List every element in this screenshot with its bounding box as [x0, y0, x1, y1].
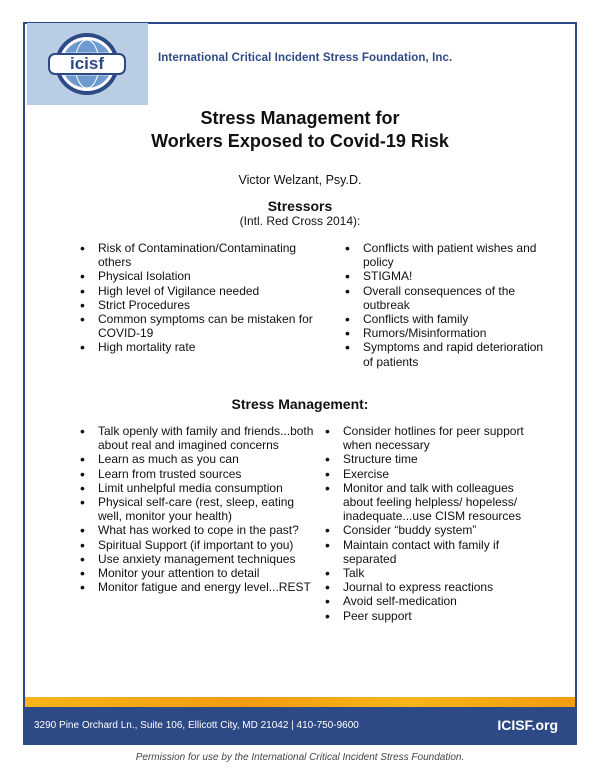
list-item: • Talk: [325, 566, 540, 580]
list-item: • Consider “buddy system”: [325, 523, 540, 537]
list-item: • Monitor fatigue and energy level...REST: [80, 580, 320, 594]
list-item: • Risk of Contamination/Contaminating others: [80, 241, 320, 269]
stress-management-heading: Stress Management:: [231, 396, 369, 412]
list-item: • Strict Procedures: [80, 298, 320, 312]
logo-tab: [27, 23, 148, 105]
org-name: International Critical Incident Stress Foundation, Inc.: [158, 52, 453, 64]
list-item: • Avoid self-medication: [325, 594, 540, 608]
list-item: • Spiritual Support (if important to you): [80, 538, 320, 552]
stress-management-left-list: [80, 424, 320, 594]
list-item: • Monitor and talk with colleagues about feeling helpless/ hopeless/ inadequate...use CISM resources: [325, 481, 540, 524]
list-item: • Talk openly with family and friends...both about real and imagined concerns: [80, 424, 320, 452]
page-title-line-2: Workers Exposed to Covid-19 Risk: [151, 131, 449, 151]
list-item: • Consider hotlines for peer support when necessary: [325, 424, 540, 452]
list-item: • High level of Vigilance needed: [80, 284, 320, 298]
list-item: • Learn as much as you can: [80, 452, 320, 466]
list-item: • Physical self-care (rest, sleep, eating well, monitor your health): [80, 495, 320, 523]
footer-stripe: [25, 697, 575, 707]
footer-address: 3290 Pine Orchard Ln., Suite 106, Ellicott City, MD 21042 | 410-750-9600: [34, 720, 359, 731]
list-item: • Overall consequences of the outbreak: [345, 284, 545, 312]
stressors-right-list: [345, 241, 545, 369]
list-item: • Symptoms and rapid deterioration of patients: [345, 340, 545, 368]
list-item: • Use anxiety management techniques: [80, 552, 320, 566]
author: Victor Welzant, Psy.D.: [238, 173, 362, 187]
list-item: • STIGMA!: [345, 269, 545, 283]
logo-text: icisf: [69, 54, 105, 73]
list-item: • Conflicts with family: [345, 312, 545, 326]
stressors-heading: Stressors: [267, 198, 333, 214]
list-item: • Peer support: [325, 609, 540, 623]
list-item: • Maintain contact with family if separated: [325, 538, 540, 566]
page-title-line-1: Stress Management for: [200, 108, 400, 128]
list-item: • Conflicts with patient wishes and policy: [345, 241, 545, 269]
stressors-left-list: [80, 241, 320, 355]
list-item: • High mortality rate: [80, 340, 320, 354]
list-item: • Learn from trusted sources: [80, 467, 320, 481]
stressors-source: (Intl. Red Cross 2014):: [239, 214, 361, 228]
list-item: • Exercise: [325, 467, 540, 481]
list-item: • Rumors/Misinformation: [345, 326, 545, 340]
list-item: • Monitor your attention to detail: [80, 566, 320, 580]
list-item: • Limit unhelpful media consumption: [80, 481, 320, 495]
list-item: • What has worked to cope in the past?: [80, 523, 320, 537]
list-item: • Structure time: [325, 452, 540, 466]
list-item: • Journal to express reactions: [325, 580, 540, 594]
permission-note: Permission for use by the International Critical Incident Stress Foundation.: [135, 752, 465, 763]
list-item: • Physical Isolation: [80, 269, 320, 283]
list-item: • Common symptoms can be mistaken for COVID-19: [80, 312, 320, 340]
stress-management-right-list: [325, 424, 540, 623]
footer-website-link[interactable]: ICISF.org: [497, 717, 558, 733]
